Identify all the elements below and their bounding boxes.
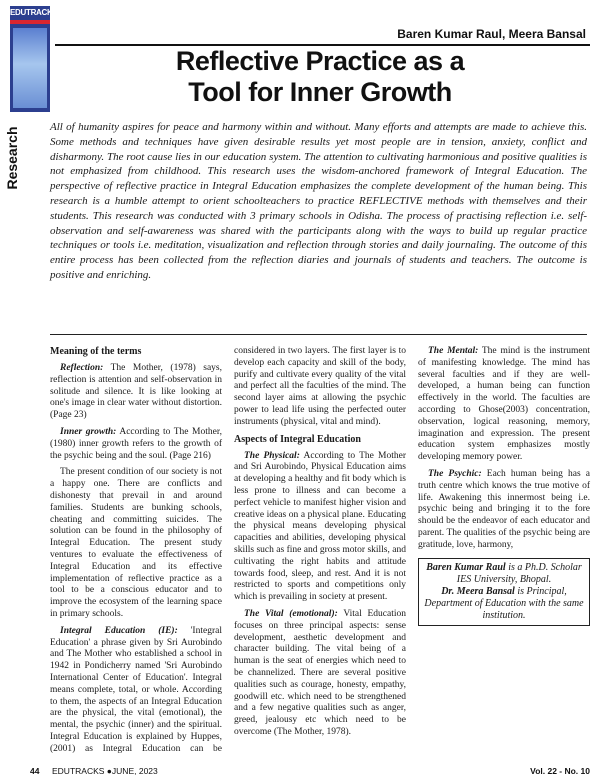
title-line-2: Tool for Inner Growth: [188, 77, 452, 107]
paragraph-psychic: The Psychic: Each human being has a truth centre which knows the true motive of life. Awakening this innermost being i.e. psychic being and bringing it to the fore should be the endeavor of each educator and parent. The qualities of the psychic being are gratitude, love, harmony,: [418, 468, 591, 550]
cover-title: EDUTRACKS: [10, 8, 58, 17]
term-mental: The Mental:: [428, 346, 479, 356]
abstract: All of humanity aspires for peace and harmony within and without. Many efforts and attempts are made to achieve this. Some methods and techniques have given desirable results yet most people are in tension, anxiety, conflict and disharmony. The root cause lies in our education system. The attention to cultivating harmonious and positive qualities is not emphasized from childhood. This research uses the wisdom-anchored framework of Integral Education. The perspective of reflective practice in Integral Education emphasizes the complete development of the human being. This research is a humble attempt to orient schoolteachers to practice REFLECTIVE methods with themselves and their students. This research was conducted with 3 primary schools in Odisha. The process of practising reflection i.e. self-observation and self-awareness was shared with the participants along with the ways to build up regular practice techniques or tools i.e. meditation, visualization and reflection through stories and daily journaling. The outcome of this entire process has been collected from the reflection diaries and journals of students and teachers. The outcome is positive and enriching.: [50, 121, 587, 281]
abstract-divider: [50, 334, 587, 335]
article-authors: Baren Kumar Raul, Meera Bansal: [397, 27, 586, 41]
bio-author-2: Dr. Meera Bansal is Principal, Department of Education with the same institution.: [424, 585, 584, 621]
heading-aspects: Aspects of Integral Education: [234, 433, 361, 445]
paragraph-vital: The Vital (emotional): Vital Education focuses on three principal aspects: sense development, aesthetic development and character building. The vital being of a human is the seat of energies which need to be channelized. There are several positive qualities such as courage, honesty, empathy, goodwill etc. which need to be strengthened and a few negative qualities such as anger, greed, jealousy etc which need to be overcome (The Mother, 1978).: [234, 608, 406, 737]
term-integral-education: Integral Education (IE):: [60, 625, 178, 636]
term-psychic: The Psychic:: [428, 468, 482, 479]
paragraph-society: The present condition of our society is not a happy one. There are conflicts and dishonesty that prevail in and around families. Students are bunking schools, cheating and committing suicides. The solution can be found in the philosophy of Integral Education. The present study ventures to evaluate the effectiveness of Integral Education and its effective implementation of reflective practice as a tool to be a conscious educator and to improve the ecosystem of the learning space in primary schools.: [50, 467, 222, 619]
journal-issue: EDUTRACKS ●JUNE, 2023: [52, 766, 158, 776]
heading-terms: Meaning of the terms: [50, 346, 142, 357]
paragraph-reflection: Reflection: The Mother, (1978) says, reflection is attention and self-observation in solitude and silence. It is like looking at one's image in clear water without distortion. (Page 23): [50, 363, 222, 421]
term-reflection: Reflection:: [60, 363, 104, 373]
term-inner-growth: Inner growth:: [60, 426, 117, 437]
magazine-cover-thumbnail: [10, 6, 58, 112]
article-title: [110, 46, 530, 108]
bio-author-1: Baren Kumar Raul is a Ph.D. Scholar IES University, Bhopal.: [426, 561, 582, 585]
term-vital: The Vital (emotional):: [244, 608, 338, 619]
bio-name-1: Baren Kumar Raul: [426, 561, 506, 573]
volume-number: Vol. 22 - No. 10: [530, 766, 590, 776]
term-physical: The Physical:: [244, 450, 300, 461]
paragraph-mental: The Mental: The mind is the instrument of manifesting knowledge. The mind has several faculties and if they are well-developed, a human being can function effectively in the world. The faculties are according to Ghose(2003) concentration, observation, logical reasoning, memory, imagination and expression. The present education system emphasizes mostly developing memory power.: [418, 346, 590, 463]
paragraph-integral-education: Integral Education (IE): 'Integral Education' a phrase given by Sri Aurobindo and The Mother who established a school in 1942 in Pondicherry named 'Sri Aurobindo International Center of Education'. Integral means complete, total, or whole. According to them, the aspects of an Integral Education are the physical, the vital (emotional), the mental, the psychic (inner) and the spiritual. Integral Education is explained by Huppes, (2001) as Integral Education can be considered in two layers. The first layer is to develop each capacity and skill of the body, purify and cultivate every quality of the vital and perfect all the faculties of the mind. The second layer aims at allowing the psychic power to lead life using the perfected outer instruments (physical, vital and mind).: [50, 346, 406, 754]
author-bio-box: [418, 558, 590, 626]
paragraph-inner-growth: Inner growth: According to The Mother, (1980) inner growth refers to the growth of the psychic being and the soul. (Page 216): [50, 426, 222, 461]
cover-artwork: [13, 28, 47, 108]
cover-band: [10, 20, 50, 24]
bio-name-2: Dr. Meera Bansal: [441, 585, 515, 597]
article-body: [50, 346, 590, 764]
page-number: 44: [30, 766, 40, 776]
title-line-1: Reflective Practice as a: [175, 46, 465, 76]
paragraph-physical: The Physical: According to The Mother and Sri Aurobindo, Physical Education aims at developing a healthy and fit body which is less prone to illness and can become a perfect vehicle to manifest higher vision and creative ideas on a physical plane. Educating the physical means developing physical capacities and abilities, developing physical skills such as fine and gross motor skills, and cultivating the right habits and attitude towards food, sleep, and rest. And it is not restricted to sports and competitions only which is prevailing in society at present.: [234, 450, 407, 603]
section-label: Research: [4, 126, 20, 190]
